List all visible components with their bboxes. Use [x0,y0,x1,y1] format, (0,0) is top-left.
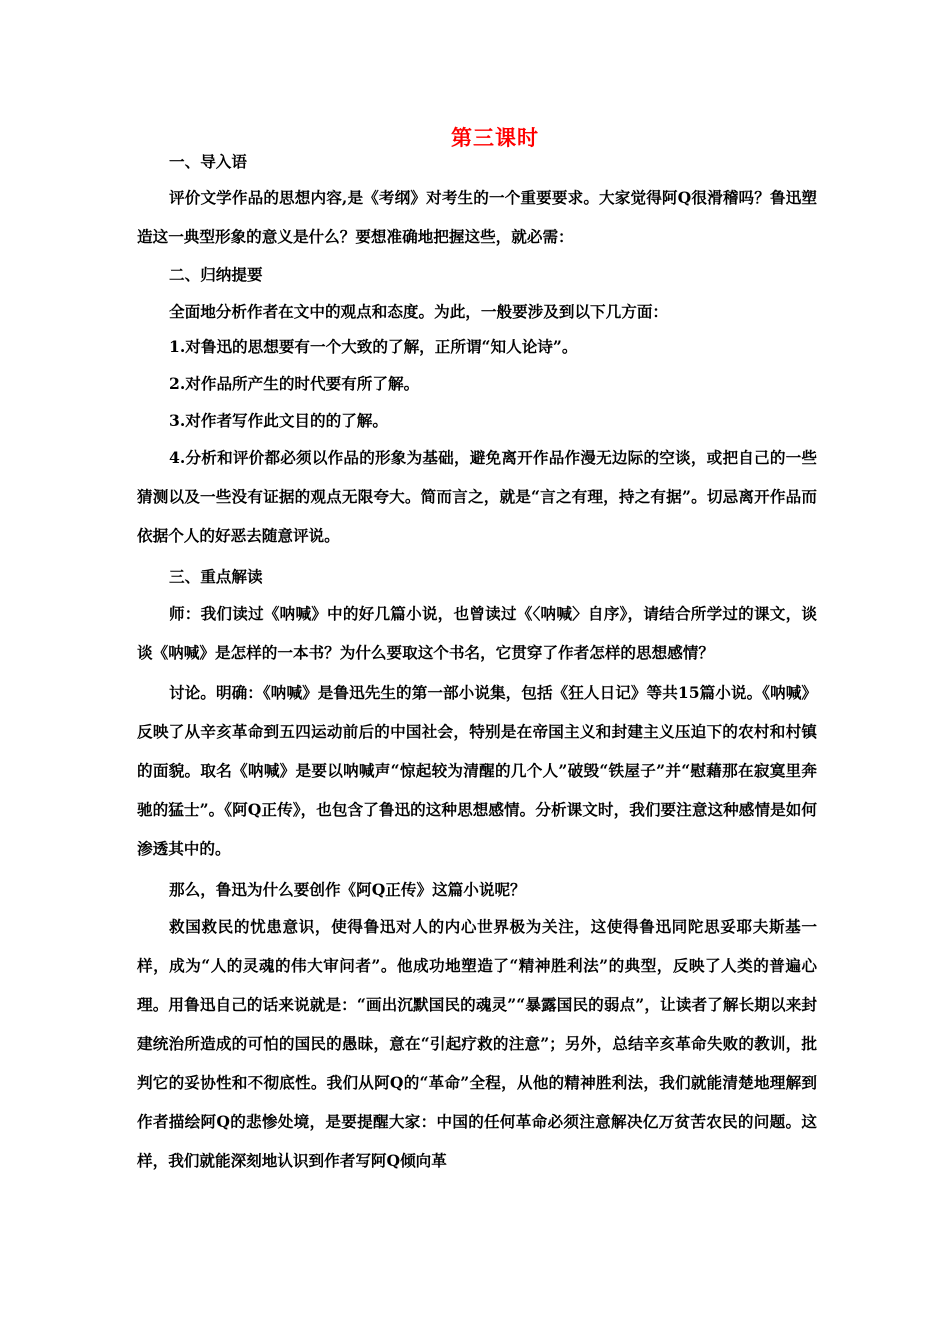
teacher-question: 师：我们读过《呐喊》中的好几篇小说，也曾读过《〈呐喊〉自序》，请结合所学过的课文，谈谈《呐喊》是怎样的一本书？为什么要取这个书名，它贯穿了作者怎样的思想感情？ [137,604,817,662]
point-3: 3.对作者写作此文目的的了解。 [169,411,388,430]
point-2: 2.对作品所产生的时代要有所了解。 [169,374,420,393]
summary-heading: 二、归纳提要 [169,265,263,284]
intro-heading: 一、导入语 [169,152,247,171]
summary-paragraph: 全面地分析作者在文中的观点和态度。为此，一般要涉及到以下几方面： [169,302,669,321]
key-heading: 三、重点解读 [169,567,263,586]
question-2: 那么，鲁迅为什么要创作《阿Q正传》这篇小说呢？ [169,880,526,899]
point-4: 4.分析和评价都必须以作品的形象为基础，避免离开作品作漫无边际的空谈，或把自己的一些猜测以及一些没有证据的观点无限夸大。简而言之，就是“言之有理，持之有据”。切忌离开作品而依据个人的好恶去随意评说。 [137,448,817,545]
answer-2: 救国救民的忧患意识，使得鲁迅对人的内心世界极为关注，这使得鲁迅同陀思妥耶夫斯基一样，成为“人的灵魂的伟大审问者”。他成功地塑造了“精神胜利法”的典型，反映了人类的普遍心理。用鲁迅自己的话来说就是：“画出沉默国民的魂灵”“暴露国民的弱点”，让读者了解长期以来封建统治所造成的可怕的国民的愚昧，意在“引起疗救的注意”；另外，总结辛亥革命失败的教训，批判它的妥协性和不彻底性。我们从阿Q的“革命”全程，从他的精神胜利法，我们就能清楚地理解到作者描绘阿Q的悲惨处境，是要提醒大家：中国的任何革命必须注意解决亿万贫苦农民的问题。这样，我们就能深刻地认识到作者写阿Q倾向革 [137,917,817,1170]
discussion-paragraph: 讨论。明确：《呐喊》是鲁迅先生的第一部小说集，包括《狂人日记》等共15篇小说。《呐喊》反映了从辛亥革命到五四运动前后的中国社会，特别是在帝国主义和封建主义压迫下的农村和村镇的面貌。取名《呐喊》是要以呐喊声“惊起较为清醒的几个人”破毁“铁屋子”并“慰藉那在寂寞里奔驰的猛士”。《阿Q正传》，也包含了鲁迅的这种思想感情。分析课文时，我们要注意这种感情是如何渗透其中的。 [137,683,817,858]
lesson-title: 第三课时 [451,125,539,150]
intro-paragraph: 评价文学作品的思想内容,是《考纲》对考生的一个重要要求。大家觉得阿Q很滑稽吗？鲁迅塑造这一典型形象的意义是什么？要想准确地把握这些，就必需： [137,188,817,246]
point-1: 1.对鲁迅的思想要有一个大致的了解，正所谓“知人论诗”。 [169,337,578,356]
